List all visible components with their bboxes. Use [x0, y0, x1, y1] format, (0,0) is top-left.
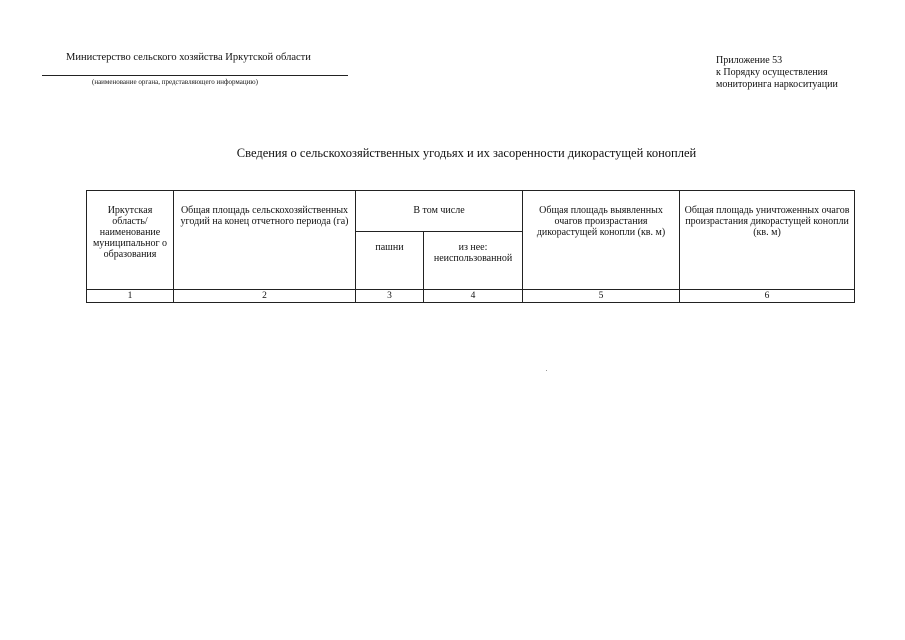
- table-header-row: [87, 191, 855, 232]
- header-including-group: В том числе: [356, 191, 523, 232]
- organization-caption: (наименование органа, представляющего информацию): [92, 78, 258, 86]
- appendix-note: [716, 55, 838, 91]
- header-total-area: Общая площадь сельскохозяйственных угодий на конец отчетного периода (га): [174, 191, 356, 290]
- document-title: Сведения о сельскохозяйственных угодьях и их засоренности дикорастущей коноплей: [236, 146, 697, 160]
- organization-underline: [42, 75, 348, 76]
- column-number: 3: [356, 290, 424, 303]
- header-arable: пашни: [356, 232, 424, 290]
- column-number: 5: [523, 290, 680, 303]
- appendix-line-3: мониторинга наркоситуации: [716, 79, 838, 90]
- column-number: 6: [680, 290, 855, 303]
- scan-speck: [546, 370, 547, 371]
- appendix-line-2: к Порядку осуществления: [716, 67, 828, 78]
- column-number: 1: [87, 290, 174, 303]
- report-table: [86, 190, 855, 303]
- appendix-line-1: Приложение 53: [716, 55, 783, 66]
- header-region: Иркутская область/ наименование муниципальног о образования: [87, 191, 174, 290]
- organization-name: Министерство сельского хозяйства Иркутской области: [66, 52, 311, 63]
- column-number: 4: [424, 290, 523, 303]
- header-unused: из нее: неиспользованной: [424, 232, 523, 290]
- header-destroyed-area: Общая площадь уничтоженных очагов произрастания дикорастущей конопли (кв. м): [680, 191, 855, 290]
- header-detected-area: Общая площадь выявленных очагов произрастания дикорастущей конопли (кв. м): [523, 191, 680, 290]
- column-number: 2: [174, 290, 356, 303]
- column-number-row: [87, 290, 855, 303]
